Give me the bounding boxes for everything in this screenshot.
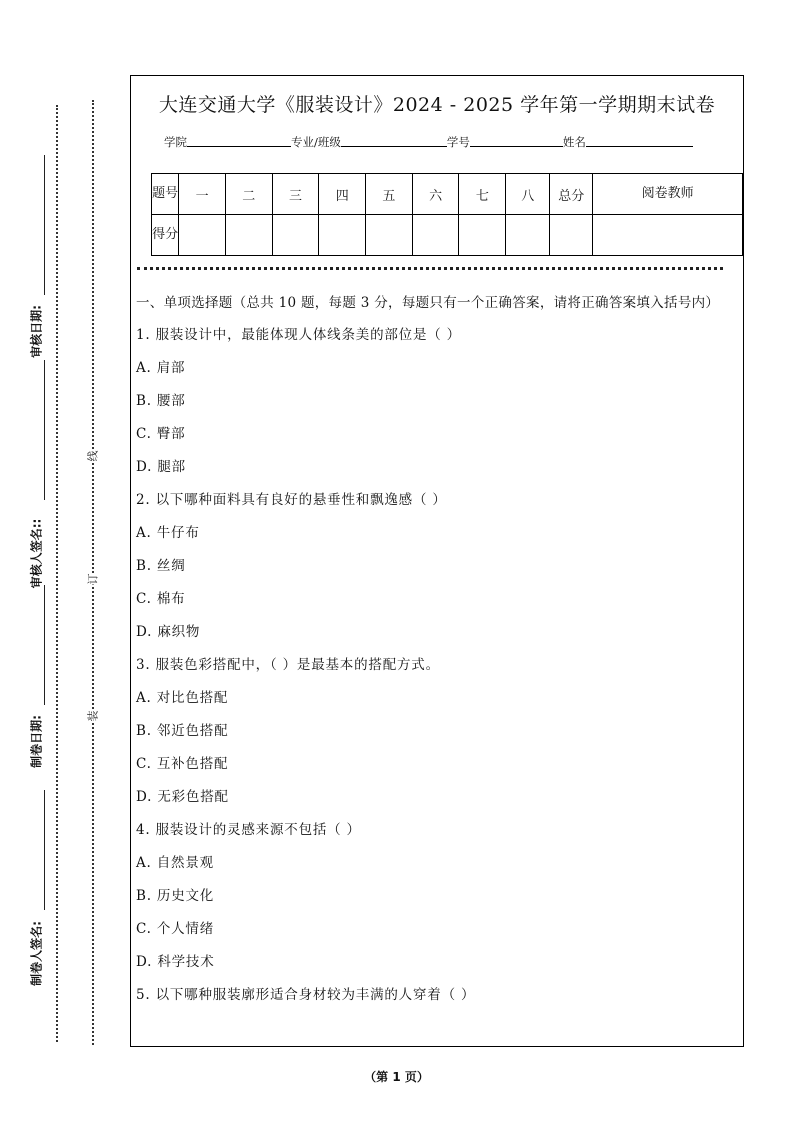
column-8: 八: [506, 174, 550, 215]
answer-option: C. 臀部: [136, 426, 186, 442]
college-label: 学院: [164, 135, 187, 149]
outer-dotted-line: [56, 105, 58, 1042]
answer-option: A. 肩部: [136, 360, 186, 376]
reviewer-signature-line: [44, 360, 45, 500]
seal-char-pack: 装: [86, 710, 100, 722]
review-date-label: 审核日期:: [29, 305, 44, 358]
score-cell[interactable]: [506, 215, 550, 256]
student-id-label: 学号: [446, 135, 470, 149]
score-cell[interactable]: [593, 215, 743, 256]
score-label: 得分: [152, 215, 179, 256]
answer-option: C. 棉布: [136, 591, 186, 607]
exam-frame: [130, 75, 744, 1047]
column-1: 一: [179, 174, 226, 215]
column-grader: 阅卷教师: [593, 174, 743, 215]
score-cell[interactable]: [412, 215, 459, 256]
score-cell[interactable]: [225, 215, 272, 256]
answer-option: A. 牛仔布: [136, 525, 200, 541]
answer-option: B. 腰部: [136, 393, 186, 409]
column-2: 二: [225, 174, 272, 215]
name-field[interactable]: [586, 135, 693, 147]
question-stem: 4. 服装设计的灵感来源不包括（ ）: [136, 822, 361, 838]
paper-date-line: [44, 585, 45, 705]
exam-title: 大连交通大学《服装设计》2024 - 2025 学年第一学期期末试卷: [158, 94, 716, 116]
question-stem: 3. 服装色彩搭配中，（ ）是最基本的搭配方式。: [136, 657, 440, 673]
answer-option: B. 邻近色搭配: [136, 723, 229, 739]
question-stem: 1. 服装设计中，最能体现人体线条美的部位是（ ）: [136, 327, 461, 343]
dotted-separator: [137, 267, 723, 270]
question-list: [136, 324, 733, 1017]
score-table: [151, 173, 743, 256]
score-table-header-row: [152, 174, 743, 215]
answer-option: C. 互补色搭配: [136, 756, 229, 772]
column-3: 三: [272, 174, 319, 215]
answer-option: D. 腿部: [136, 459, 186, 475]
major-class-label: 专业/班级: [291, 135, 341, 149]
student-info-row: [164, 134, 693, 150]
student-id-field[interactable]: [470, 135, 563, 147]
review-date-line: [44, 155, 45, 295]
answer-option: B. 历史文化: [136, 888, 215, 904]
seal-char-line: 线: [86, 450, 100, 462]
seal-char-bind: 订: [86, 573, 100, 585]
answer-option: D. 无彩色搭配: [136, 789, 229, 805]
reviewer-signature-label: 审核人签名::: [29, 518, 44, 589]
score-cell[interactable]: [272, 215, 319, 256]
paper-maker-signature-line: [44, 790, 45, 910]
page-number: （第 1 页）: [364, 1070, 429, 1084]
answer-option: A. 自然景观: [136, 855, 214, 871]
column-4: 四: [319, 174, 366, 215]
answer-option: A. 对比色搭配: [136, 690, 229, 706]
score-cell[interactable]: [179, 215, 226, 256]
question-number-label: 题号: [152, 174, 179, 215]
major-class-field[interactable]: [341, 135, 447, 147]
answer-option: B. 丝绸: [136, 558, 186, 574]
paper-date-label: 制卷日期:: [29, 715, 44, 768]
column-total: 总分: [550, 174, 593, 215]
column-5: 五: [366, 174, 413, 215]
paper-maker-signature-label: 制卷人签名:: [29, 921, 44, 986]
section-heading: 一、单项选择题（总共 10 题，每题 3 分，每题只有一个正确答案，请将正确答案填入括号内）: [136, 295, 720, 311]
score-cell[interactable]: [319, 215, 366, 256]
score-table-score-row: [152, 215, 743, 256]
score-cell[interactable]: [459, 215, 506, 256]
college-field[interactable]: [187, 135, 291, 147]
answer-option: D. 麻织物: [136, 624, 201, 640]
answer-option: C. 个人情绪: [136, 921, 215, 937]
question-stem: 2. 以下哪种面料具有良好的悬垂性和飘逸感（ ）: [136, 492, 447, 508]
score-cell[interactable]: [366, 215, 413, 256]
answer-option: D. 科学技术: [136, 954, 215, 970]
column-6: 六: [412, 174, 459, 215]
column-7: 七: [459, 174, 506, 215]
score-cell[interactable]: [550, 215, 593, 256]
question-stem: 5. 以下哪种服装廓形适合身材较为丰满的人穿着（ ）: [136, 987, 476, 1003]
question-content: [136, 292, 733, 1017]
name-label: 姓名: [562, 135, 586, 149]
inner-dotted-line: [92, 100, 94, 1045]
